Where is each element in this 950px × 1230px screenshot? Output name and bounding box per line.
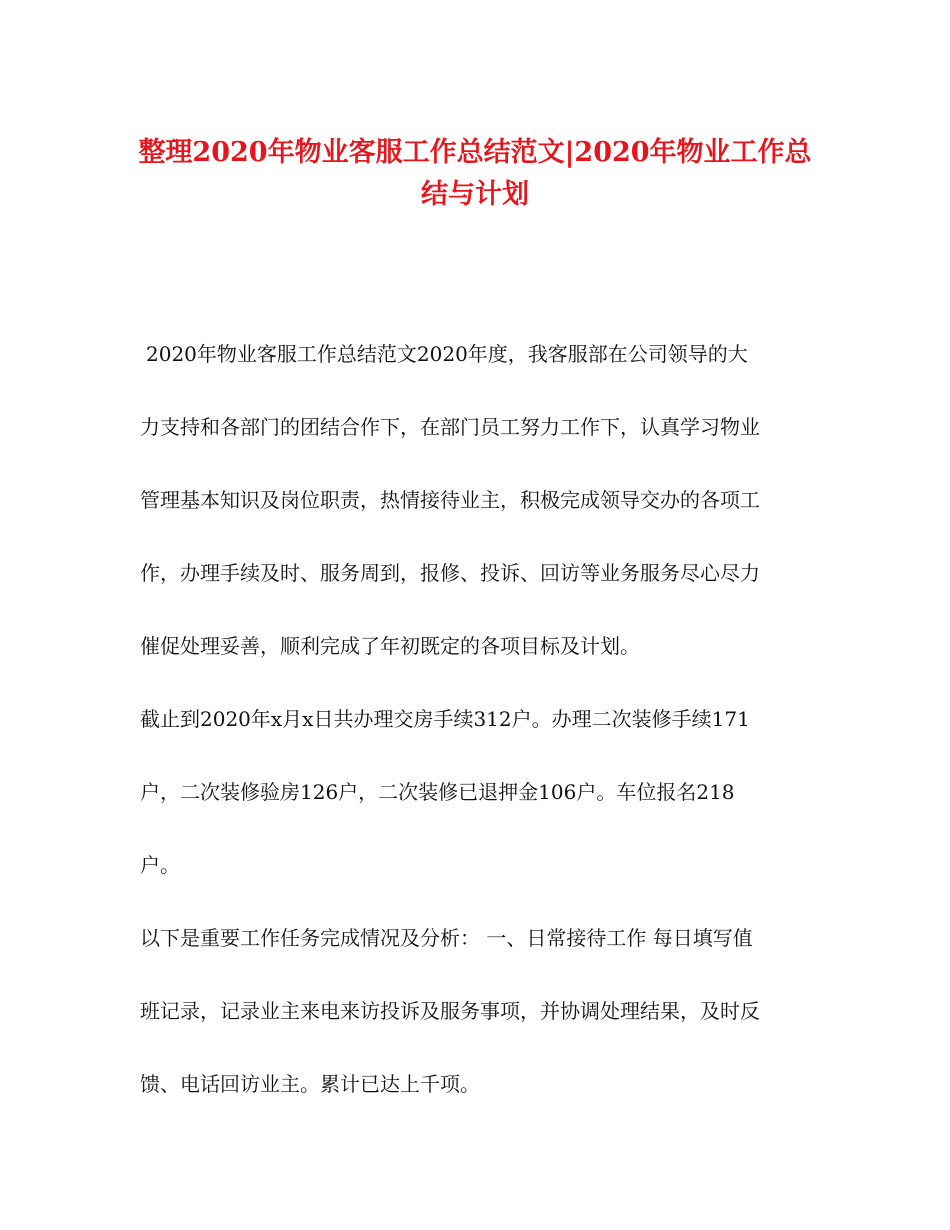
document-title-line-1: 整理2020年物业客服工作总结范文|2020年物业工作总 xyxy=(138,137,812,168)
paragraph-1-line-2: 力支持和各部门的团结合作下，在部门员工努力工作下，认真学习物业 xyxy=(140,415,760,439)
paragraph-1-line-4: 作，办理手续及时、服务周到，报修、投诉、回访等业务服务尽心尽力 xyxy=(140,561,760,585)
paragraph-3-line-1: 以下是重要工作任务完成情况及分析： 一、日常接待工作 每日填写值 xyxy=(140,926,753,950)
paragraph-2-line-1: 截止到2020年x月x日共办理交房手续312户。办理二次装修手续171 xyxy=(140,707,750,731)
paragraph-2-line-2: 户，二次装修验房126户，二次装修已退押金106户。车位报名218 xyxy=(140,780,735,804)
paragraph-1-line-1: 2020年物业客服工作总结范文2020年度，我客服部在公司领导的大 xyxy=(146,342,748,366)
paragraph-1-line-5: 催促处理妥善，顺利完成了年初既定的各项目标及计划。 xyxy=(140,634,640,658)
paragraph-3-line-2: 班记录，记录业主来电来访投诉及服务事项，并协调处理结果，及时反 xyxy=(140,999,760,1023)
document-title-line-2: 结与计划 xyxy=(421,179,529,210)
paragraph-3-line-3: 馈、电话回访业主。累计已达上千项。 xyxy=(140,1072,480,1096)
paragraph-2-line-3: 户。 xyxy=(140,853,180,877)
paragraph-1-line-3: 管理基本知识及岗位职责，热情接待业主，积极完成领导交办的各项工 xyxy=(140,488,760,512)
